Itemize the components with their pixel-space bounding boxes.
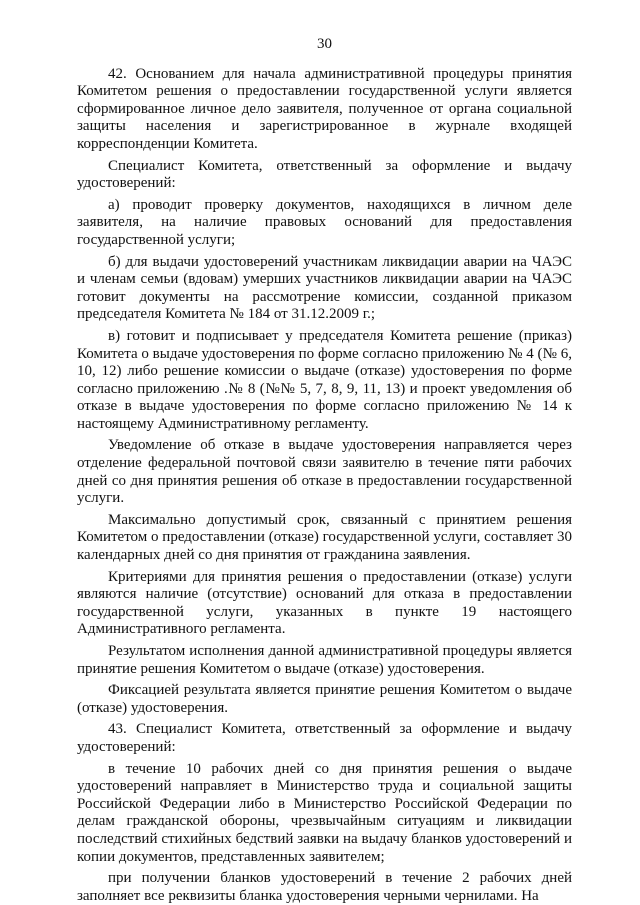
paragraph-specialist: Специалист Комитета, ответственный за оформление и выдачу удостоверений: xyxy=(77,157,572,192)
paragraph-refusal-notice: Уведомление об отказе в выдаче удостоверения направляется через отделение федеральной почтовой связи заявителю в течение пяти рабочих дней со дня принятия решения об отказе в предоставлении государственной услуги. xyxy=(77,437,572,507)
paragraph-criteria: Критериями для принятия решения о предоставлении (отказе) услуги являются наличие (отсутствие) оснований для отказа в предоставлении государственной услуги, указанных в пункте 19 настоящего Административного регламента. xyxy=(77,568,572,638)
paragraph-43-send-requests: в течение 10 рабочих дней со дня принятия решения о выдаче удостоверений направляет в Министерство труда и социальной защиты Российской Федерации либо в Министерство Российской Федерации по делам гражданской обороны, чрезвычайным ситуациям и ликвидации последствий стихийных бедствий заявки на выдачу бланков удостоверений и копии документов, представленных заявителем; xyxy=(77,760,572,865)
paragraph-43-intro: 43. Специалист Комитета, ответственный за оформление и выдачу удостоверений: xyxy=(77,721,572,755)
paragraph-item-v: в) готовит и подписывает у председателя Комитета решение (приказ) Комитета о выдаче удостоверения по форме согласно приложению № 4 (№ 6, 10, 12) либо решение комиссии о выдаче (отказе) удостоверения по форме согласно приложению .№ 8 (№№ 5, 7, 8, 9, 11, 13) и проект уведомления об отказе в выдаче удостоверения по форме согласно приложению № 14 к настоящему Административному регламенту. xyxy=(77,327,572,432)
paragraph-result: Результатом исполнения данной административной процедуры является принятие решения Комитетом о выдаче (отказе) удостоверения. xyxy=(77,643,572,677)
paragraph-fixation: Фиксацией результата является принятие решения Комитетом о выдаче (отказе) удостоверения. xyxy=(77,682,572,716)
paragraph-42-intro: 42. Основанием для начала административной процедуры принятия Комитетом решения о предоставлении государственной услуги является сформированное личное дело заявителя, полученное от органа социальной защиты населения и зарегистрированное в журнале входящей корреспонденции Комитета. xyxy=(77,65,572,152)
paragraph-item-b: б) для выдачи удостоверений участникам ликвидации аварии на ЧАЭС и членам семьи (вдовам) умерших участников ликвидации аварии на ЧАЭС готовит документы на рассмотрение комиссии, созданной приказом председателя Комитета № 184 от 31.12.2009 г.; xyxy=(77,253,572,323)
paragraph-43-fill-blanks: при получении бланков удостоверений в течение 2 рабочих дней заполняет все реквизиты бланка удостоверения черными чернилами. На xyxy=(77,870,572,904)
paragraph-max-term: Максимально допустимый срок, связанный с принятием решения Комитетом о предоставлении (отказе) государственной услуги, составляет 30 календарных дней со дня принятия от гражданина заявления. xyxy=(77,511,572,564)
page-number: 30 xyxy=(317,36,332,52)
paragraph-item-a: а) проводит проверку документов, находящихся в личном деле заявителя, на наличие правовых оснований для предоставления государственной услуги; xyxy=(77,196,572,248)
